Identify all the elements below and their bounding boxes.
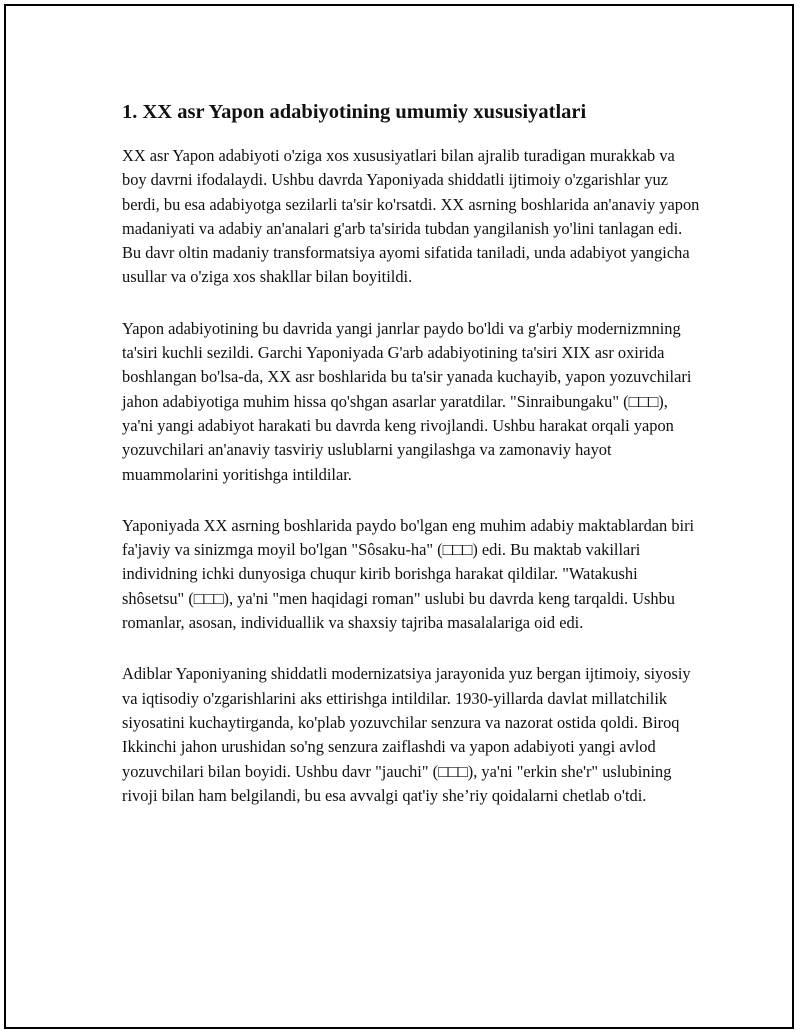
paragraph-2: Yapon adabiyotining bu davrida yangi janrlar paydo bo'ldi va g'arbiy modernizmning ta'siri kuchli sezildi. Garchi Yaponiyada G'arb adabiyotining ta'siri XIX asr oxirida boshlangan bo'lsa-da, XX asr boshlarida bu ta'sir yanada kuchayib, yapon yozuvchilari jahon adabiyotiga muhim hissa qo'shgan asarlar yaratdilar. "Sinraibungaku" (□□□), ya'ni yangi adabiyot harakati bu davrda keng rivojlandi. Ushbu harakat orqali yapon yozuvchilari an'anaviy tasviriy uslublarni yangilashga va zamonaviy hayot muammolarini yoritishga intildilar. [122, 318, 692, 484]
paragraph-1: XX asr Yapon adabiyoti o'ziga xos xususiyatlari bilan ajralib turadigan murakkab va boy davrni ifodalaydi. Ushbu davrda Yaponiyada shiddatli ijtimoiy o'zgarishlar yuz berdi, bu esa adabiyotga sezilarli ta'sir ko'rsatdi. XX asrning boshlarida an'anaviy yapon madaniyati va adabiy an'analari g'arb ta'sirida tubdan yangilanish yo'lini tanlagan edi. Bu davr oltin madaniy transformatsiya ayomi sifatida taniladi, unda adabiyot yangicha usullar va o'ziga xos shakllar bilan boyitildi. [122, 146, 700, 287]
paragraph-4: Adiblar Yaponiyaning shiddatli modernizatsiya jarayonida yuz bergan ijtimoiy, siyosiy va iqtisodiy o'zgarishlarini aks ettirishga intildilar. 1930-yillarda davlat millatchilik siyosatini kuchaytirganda, ko'plab yozuvchilar senzura va nazorat ostida qoldi. Biroq Ikkinchi jahon urushidan so'ng senzura zaiflashdi va yapon adabiyoti yangi avlod yozuvchilari bilan boyidi. Ushbu davr "jauchi" (□□□), ya'ni "erkin she'r" uslubining rivoji bilan ham belgilandi, bu esa avvalgi qat'iy she’riy qoidalarni chetlab o'tdi. [122, 664, 691, 805]
paragraph-3: Yaponiyada XX asrning boshlarida paydo bo'lgan eng muhim adabiy maktablardan biri fa'javiy va sinizmga moyil bo'lgan "Sôsaku-ha" (□□□) edi. Bu maktab vakillari individning ichki dunyosiga chuqur kirib borishga harakat qildilar. "Watakushi shôsetsu" (□□□), ya'ni "men haqidagi roman" uslubi bu davrda keng tarqaldi. Ushbu romanlar, asosan, individuallik va shaxsiy tajriba masalalariga oid edi. [122, 515, 695, 633]
page-frame [4, 4, 794, 1029]
section-heading: 1. XX asr Yapon adabiyotining umumiy xususiyatlari [122, 101, 587, 123]
document-body [122, 98, 702, 835]
